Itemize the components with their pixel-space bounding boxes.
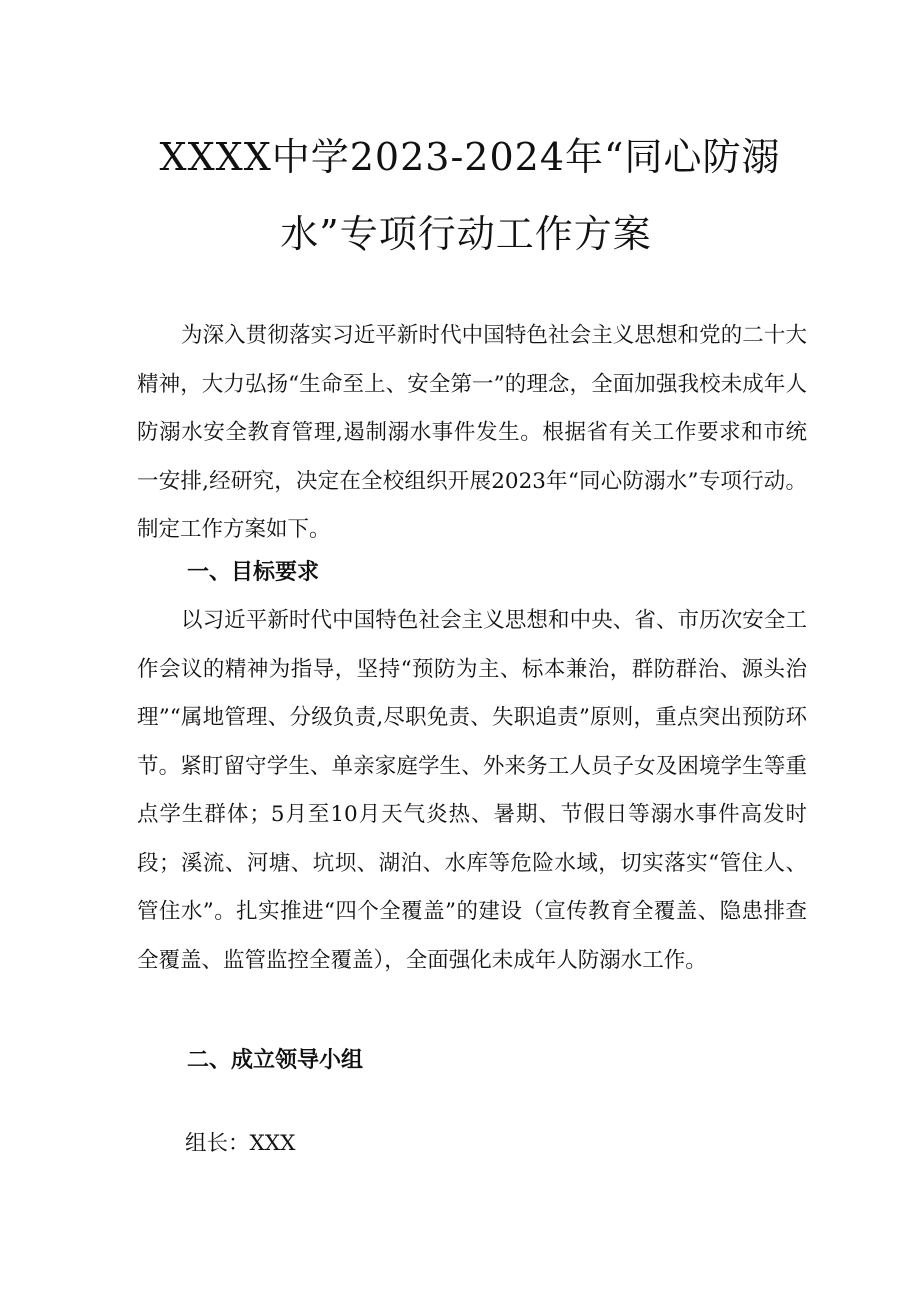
document-title-line1: XXXX中学2023-2024年“同心防溺 xyxy=(159,135,781,179)
section1-heading: 一、目标要求 xyxy=(187,560,320,585)
section1-paragraph: 以习近平新时代中国特色社会主义思想和中央、省、市历次安全工作会议的精神为指导，坚持“预防为主、标本兼治，群防群治、源头治理”“属地管理、分级负责,尽职免责、失职追责”原则，重点突出预防环节。紧盯留守学生、单亲家庭学生、外来务工人员子女及困境学生等重点学生群体；5月至10月天气炎热、暑期、节假日等溺水事件高发时段；溪流、河塘、坑坝、湖泊、水库等危险水域，切实落实“管住人、管住水”。扎实推进“四个全覆盖”的建设（宣传教育全覆盖、隐患排查全覆盖、监管监控全覆盖），全面强化未成年人防溺水工作。 xyxy=(137,608,807,973)
intro-paragraph: 为深入贯彻落实习近平新时代中国特色社会主义思想和党的二十大精神，大力弘扬“生命至上、安全第一”的理念，全面加强我校未成年人防溺水安全教育管理,遏制溺水事件发生。根据省有关工作要求和市统一安排,经研究，决定在全校组织开展2023年“同心防溺水”专项行动。制定工作方案如下。 xyxy=(137,323,807,542)
section2-heading: 二、成立领导小组 xyxy=(187,1048,364,1073)
group-leader-line: 组长：XXX xyxy=(185,1131,296,1156)
document-title-line2: 水”专项行动工作方案 xyxy=(280,212,652,256)
